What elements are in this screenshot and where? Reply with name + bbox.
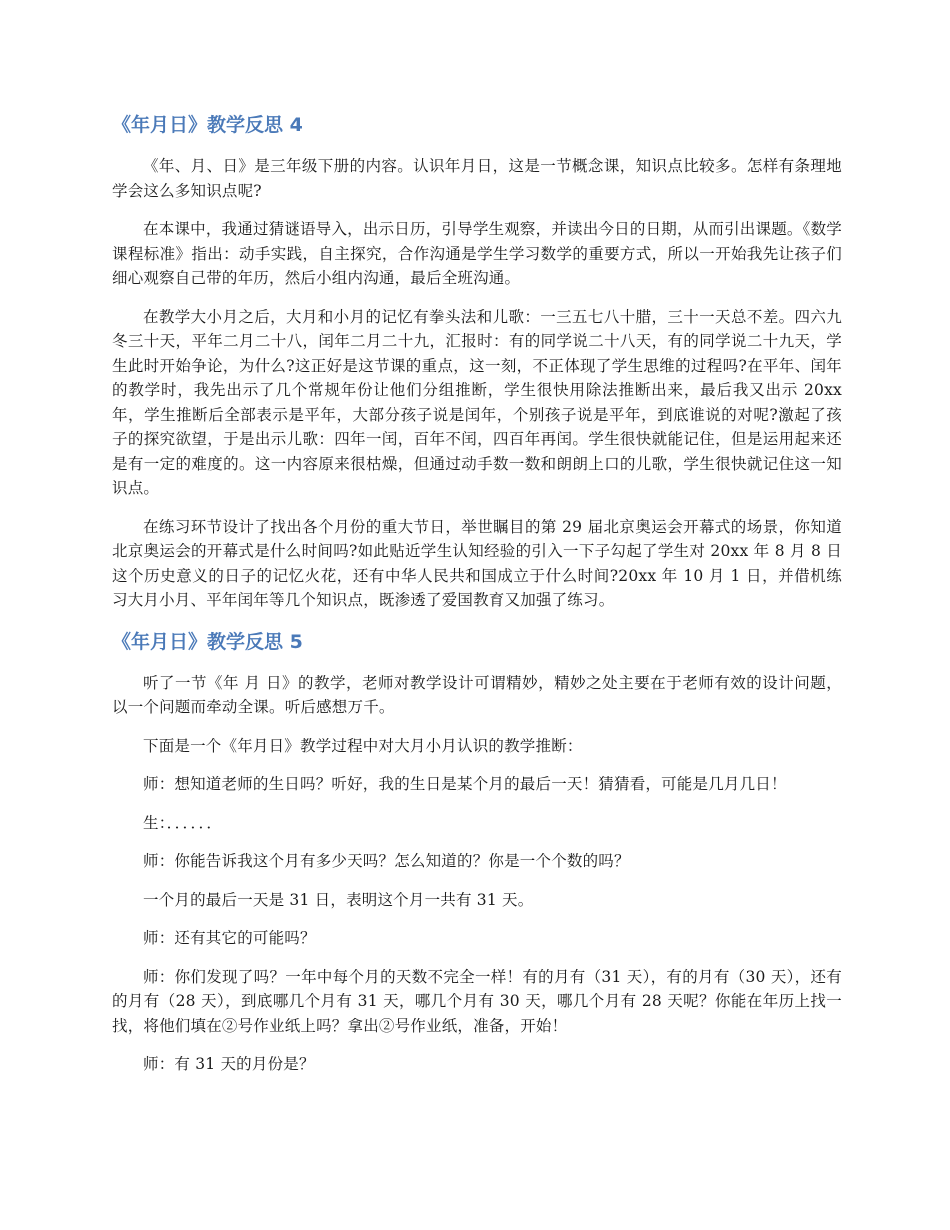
paragraph: 下面是一个《年月日》教学过程中对大月小月认识的教学推断： — [143, 736, 583, 755]
section-title: 《年月日》教学反思 5 — [112, 630, 303, 653]
paragraph: 师：有 31 天的月份是？ — [143, 1055, 315, 1073]
paragraph: 在教学大小月之后，大月和小月的记忆有拳头法和儿歌：一三五七八十腊，三十一天总不差。四六九冬三十天，平年二月二十八，闰年二月二十九，汇报时：有的同学说二十八天，有的同学说二十九天，学生此时开始争论，为什么?这正好是这节课的重点，这一刻，不正体现了学生思维的过程吗?在平年、闰年的教学时，我先出示了几个常规年份让他们分组推断，学生很快用除法推断出来，最后我又出示 20xx 年，学生推断后全部表示是平年，大部分孩子说是闰年，个别孩子说是平年，到底谁说的对呢?激起了孩子的探究欲望，于是出示儿歌：四年一闰，百年不闰，四百年再闰。学生很快就能记住，但是运用起来还是有一定的难度的。这一内容原来很枯燥，但通过动手数一数和朗朗上口的儿歌，学生很快就记住这一知识点。 — [112, 307, 842, 497]
section-reflection-4 — [112, 110, 842, 613]
paragraph: 听了一节《年 月 日》的教学，老师对教学设计可谓精妙，精妙之处主要在于老师有效的设计问题，以一个问题而牵动全课。听后感想万千。 — [112, 673, 842, 716]
paragraph: 师：想知道老师的生日吗？听好，我的生日是某个月的最后一天！猜猜看，可能是几月几日！ — [143, 775, 787, 793]
paragraph: 师：你能告诉我这个月有多少天吗？怎么知道的？你是一个个数的吗？ — [143, 852, 630, 870]
section-reflection-5 — [112, 627, 842, 1077]
paragraph: 生：．．．．．． — [143, 813, 223, 832]
paragraph: 在练习环节设计了找出各个月份的重大节日，举世瞩目的第 29 届北京奥运会开幕式的场景，你知道北京奥运会的开幕式是什么时间吗?如此贴近学生认知经验的引入一下子勾起了学生对 20xx 年 8 月 8 日这个历史意义的日子的记忆火花，还有中华人民共和国成立于什么时间?20xx 年 10 月 1 日，并借机练习大月小月、平年闰年等几个知识点，既渗透了爱国教育又加强了练习。 — [112, 517, 842, 609]
paragraph: 师：还有其它的可能吗？ — [143, 929, 316, 947]
section-title: 《年月日》教学反思 4 — [112, 114, 303, 136]
paragraph: 在本课中，我通过猜谜语导入，出示日历，引导学生观察，并读出今日的日期，从而引出课题。《数学课程标准》指出：动手实践，自主探究，合作沟通是学生学习数学的重要方式，所以一开始我先让孩子们细心观察自己带的年历，然后小组内沟通，最后全班沟通。 — [112, 220, 842, 287]
paragraph: 《年、月、日》是三年级下册的内容。认识年月日，这是一节概念课，知识点比较多。怎样有条理地学会这么多知识点呢? — [112, 157, 842, 200]
document-page — [112, 110, 842, 1091]
paragraph: 师：你们发现了吗？一年中每个月的天数不完全一样！有的月有（31 天），有的月有（30 天），还有的月有（28 天），到底哪几个月有 31 天，哪几个月有 30 天，哪几个月有 28 天呢？你能在年历上找一找，将他们填在②号作业纸上吗？拿出②号作业纸，准备，开始！ — [112, 967, 842, 1035]
paragraph: 一个月的最后一天是 31 日，表明这个月一共有 31 天。 — [143, 890, 534, 909]
